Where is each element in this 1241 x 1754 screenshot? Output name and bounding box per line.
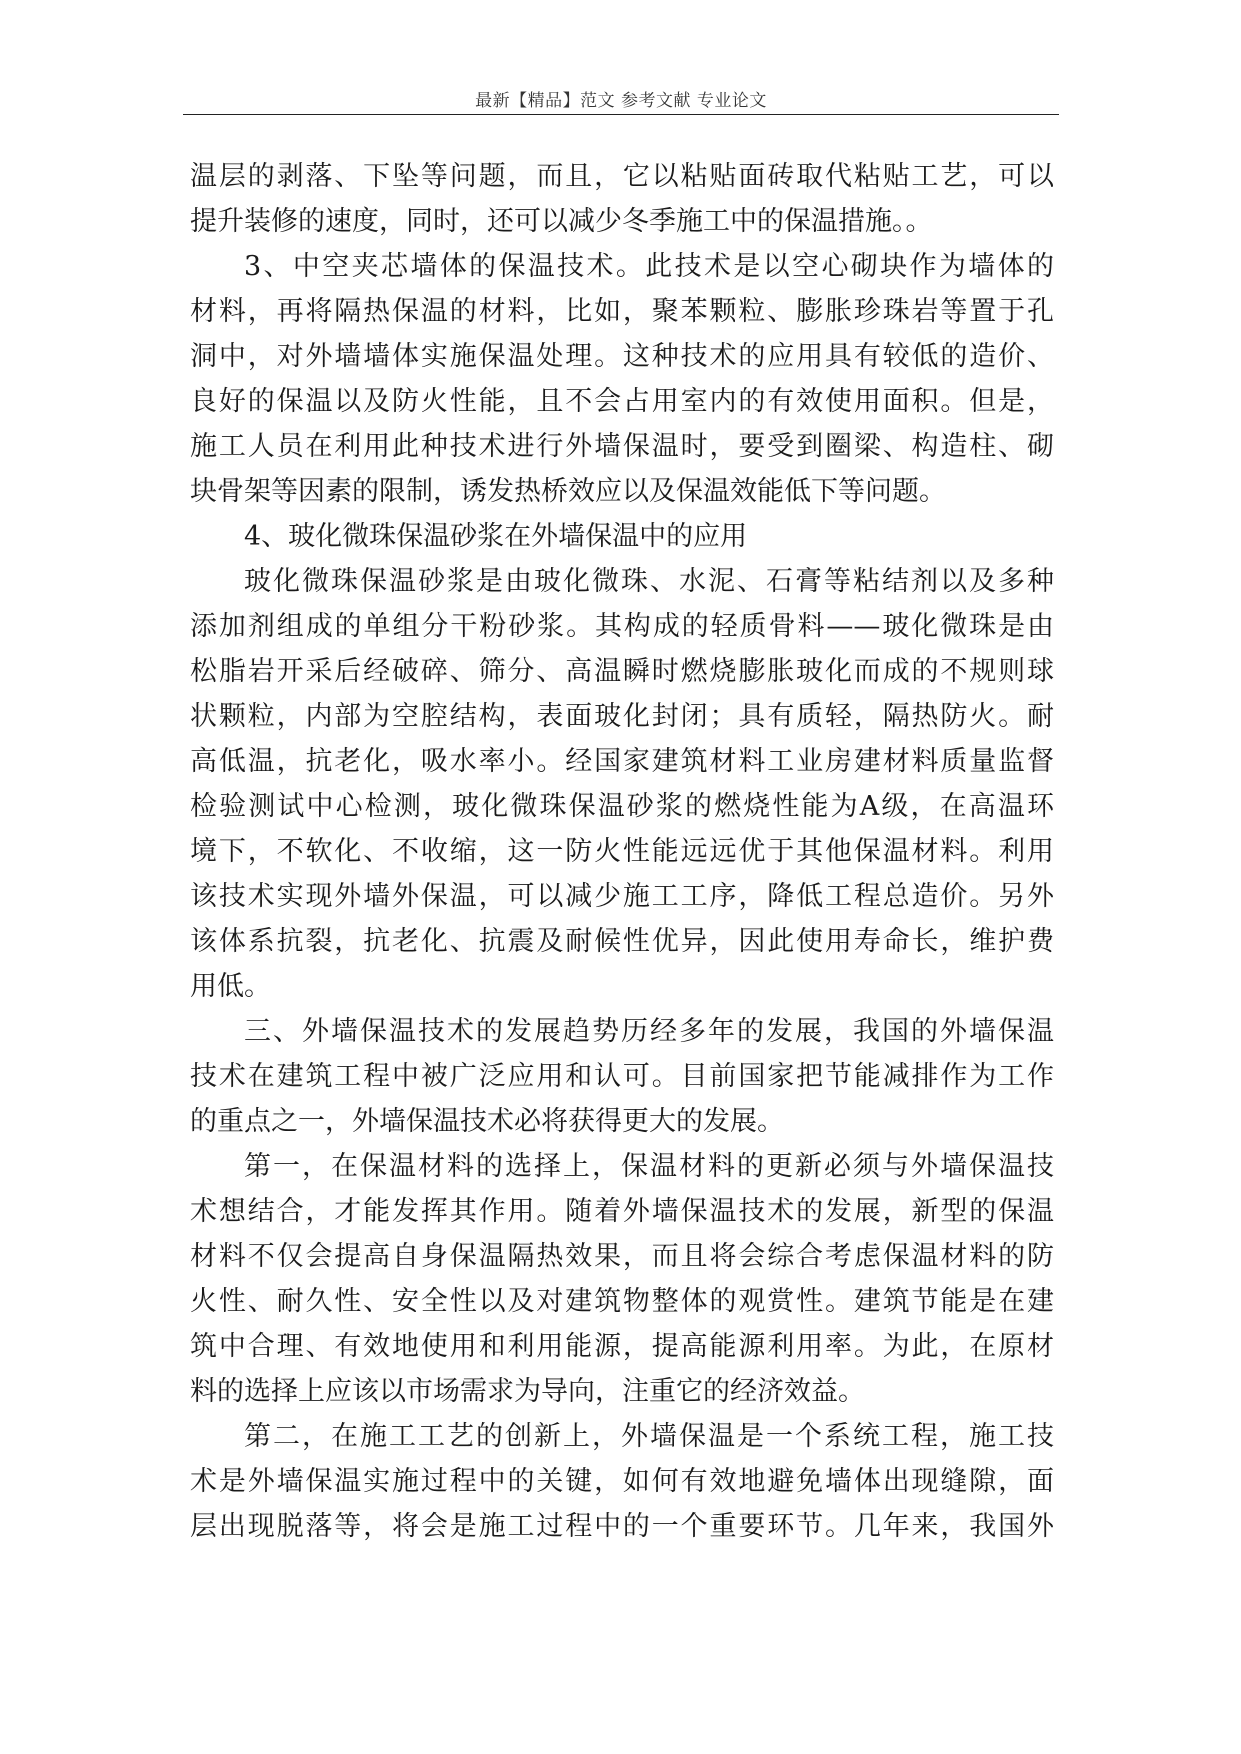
text-line: 良好的保温以及防火性能，且不会占用室内的有效使用面积。但是， bbox=[190, 386, 1054, 417]
text-line: 料的选择上应该以市场需求为导向，注重它的经济效益。 bbox=[190, 1376, 865, 1407]
text-line: 第一，在保温材料的选择上，保温材料的更新必须与外墙保温技 bbox=[244, 1151, 1054, 1182]
text-line: 该体系抗裂，抗老化、抗震及耐候性优异，因此使用寿命长，维护费 bbox=[190, 926, 1054, 957]
document-body bbox=[190, 154, 1054, 1549]
text-line: 材料，再将隔热保温的材料，比如，聚苯颗粒、膨胀珍珠岩等置于孔 bbox=[190, 296, 1054, 327]
text-line: 状颗粒，内部为空腔结构，表面玻化封闭；具有质轻，隔热防火。耐 bbox=[190, 701, 1054, 732]
text-line: 检验测试中心检测，玻化微珠保温砂浆的燃烧性能为A级，在高温环 bbox=[190, 791, 1054, 822]
text-line: 松脂岩开采后经破碎、筛分、高温瞬时燃烧膨胀玻化而成的不规则球 bbox=[190, 656, 1054, 687]
text-line: 3、中空夹芯墙体的保温技术。此技术是以空心砌块作为墙体的 bbox=[244, 251, 1054, 282]
text-line: 用低。 bbox=[190, 971, 271, 1002]
text-line: 术想结合，才能发挥其作用。随着外墙保温技术的发展，新型的保温 bbox=[190, 1196, 1054, 1227]
header-divider bbox=[183, 114, 1059, 115]
text-line: 筑中合理、有效地使用和利用能源，提高能源利用率。为此，在原材 bbox=[190, 1331, 1054, 1362]
text-line: 添加剂组成的单组分干粉砂浆。其构成的轻质骨料——玻化微珠是由 bbox=[190, 611, 1054, 642]
text-line: 三、外墙保温技术的发展趋势历经多年的发展，我国的外墙保温 bbox=[244, 1016, 1054, 1047]
text-line: 块骨架等因素的限制，诱发热桥效应以及保温效能低下等问题。 bbox=[190, 476, 946, 507]
text-line: 洞中，对外墙墙体实施保温处理。这种技术的应用具有较低的造价、 bbox=[190, 341, 1054, 372]
text-line: 4、玻化微珠保温砂浆在外墙保温中的应用 bbox=[244, 521, 748, 552]
text-line: 层出现脱落等，将会是施工过程中的一个重要环节。几年来，我国外 bbox=[190, 1511, 1054, 1542]
page-header: 最新【精品】范文 参考文献 专业论文 bbox=[475, 91, 767, 111]
text-line: 火性、耐久性、安全性以及对建筑物整体的观赏性。建筑节能是在建 bbox=[190, 1286, 1054, 1317]
text-line: 高低温，抗老化，吸水率小。经国家建筑材料工业房建材料质量监督 bbox=[190, 746, 1054, 777]
text-line: 技术在建筑工程中被广泛应用和认可。目前国家把节能减排作为工作 bbox=[190, 1061, 1054, 1092]
text-line: 玻化微珠保温砂浆是由玻化微珠、水泥、石膏等粘结剂以及多种 bbox=[244, 566, 1054, 597]
text-line: 第二，在施工工艺的创新上，外墙保温是一个系统工程，施工技 bbox=[244, 1421, 1054, 1452]
text-line: 的重点之一，外墙保温技术必将获得更大的发展。 bbox=[190, 1106, 784, 1137]
text-line: 施工人员在利用此种技术进行外墙保温时，要受到圈梁、构造柱、砌 bbox=[190, 431, 1054, 462]
text-line: 该技术实现外墙外保温，可以减少施工工序，降低工程总造价。另外 bbox=[190, 881, 1054, 912]
text-line: 材料不仅会提高自身保温隔热效果，而且将会综合考虑保温材料的防 bbox=[190, 1241, 1054, 1272]
text-line: 术是外墙保温实施过程中的关键，如何有效地避免墙体出现缝隙，面 bbox=[190, 1466, 1054, 1497]
text-line: 提升装修的速度，同时，还可以减少冬季施工中的保温措施。。 bbox=[190, 206, 933, 237]
text-line: 温层的剥落、下坠等问题，而且，它以粘贴面砖取代粘贴工艺，可以 bbox=[190, 161, 1054, 192]
text-line: 境下，不软化、不收缩，这一防火性能远远优于其他保温材料。利用 bbox=[190, 836, 1054, 867]
